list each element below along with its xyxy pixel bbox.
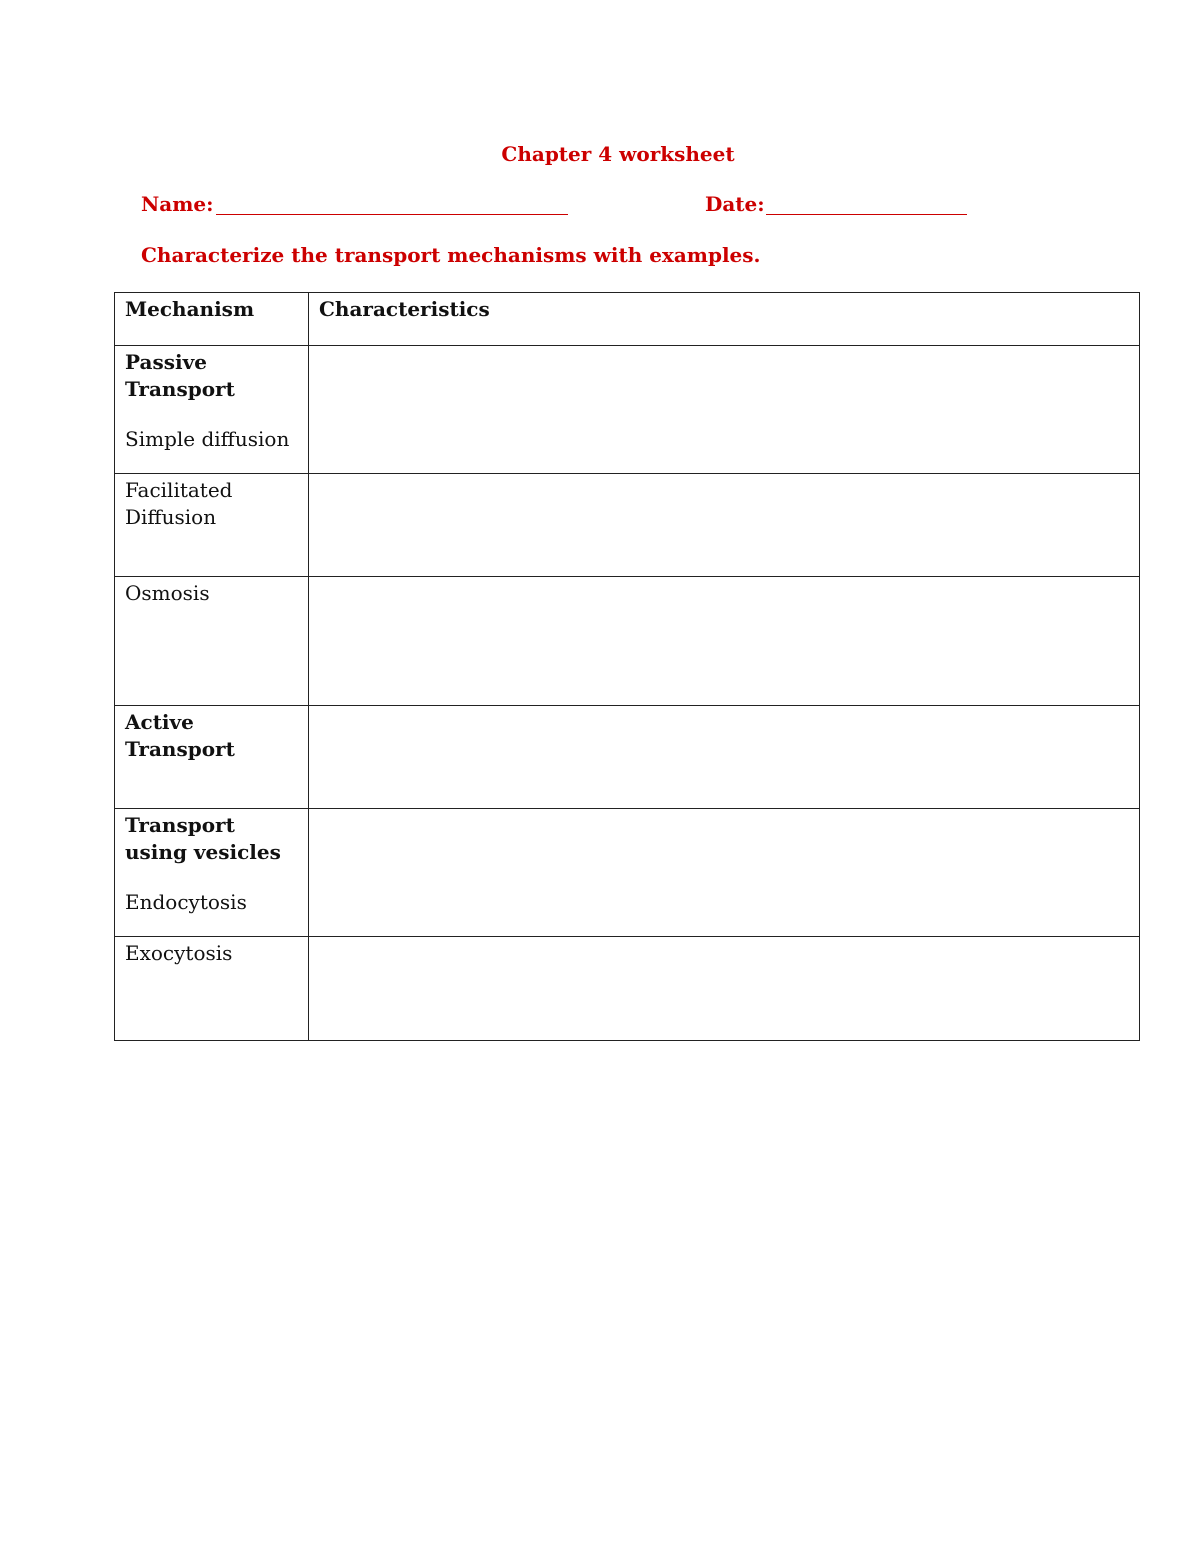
row-heading: Passive Transport — [125, 350, 235, 401]
instructions: Characterize the transport mechanisms with examples. — [141, 243, 761, 267]
row-label: Endocytosis — [125, 890, 247, 914]
mechanism-cell — [115, 474, 309, 577]
table-row — [115, 937, 1140, 1041]
row-label: Osmosis — [125, 581, 210, 605]
table-row — [115, 474, 1140, 577]
transport-table — [114, 292, 1140, 1041]
characteristics-cell[interactable] — [309, 474, 1140, 577]
characteristics-cell[interactable] — [309, 937, 1140, 1041]
name-field[interactable] — [216, 214, 568, 215]
row-label: Facilitated Diffusion — [125, 478, 233, 529]
mechanism-cell — [115, 577, 309, 706]
row-label: Exocytosis — [125, 941, 233, 965]
row-heading: Active Transport — [125, 710, 235, 761]
table-row — [115, 346, 1140, 474]
mechanism-cell — [115, 809, 309, 937]
table-row — [115, 706, 1140, 809]
mechanism-cell — [115, 706, 309, 809]
characteristics-cell[interactable] — [309, 577, 1140, 706]
row-label: Simple diffusion — [125, 427, 290, 451]
characteristics-cell[interactable] — [309, 346, 1140, 474]
row-heading: Transport using vesicles — [125, 813, 281, 864]
characteristics-cell[interactable] — [309, 706, 1140, 809]
table-row — [115, 577, 1140, 706]
characteristics-cell[interactable] — [309, 809, 1140, 937]
mechanism-cell — [115, 937, 309, 1041]
name-label: Name: — [141, 192, 214, 216]
table-row — [115, 809, 1140, 937]
mechanism-cell — [115, 346, 309, 474]
header-mechanism: Mechanism — [115, 293, 309, 346]
table-header-row — [115, 293, 1140, 346]
date-field[interactable] — [766, 214, 967, 215]
header-characteristics: Characteristics — [309, 293, 1140, 346]
worksheet-title: Chapter 4 worksheet — [501, 142, 735, 166]
date-label: Date: — [705, 192, 765, 216]
